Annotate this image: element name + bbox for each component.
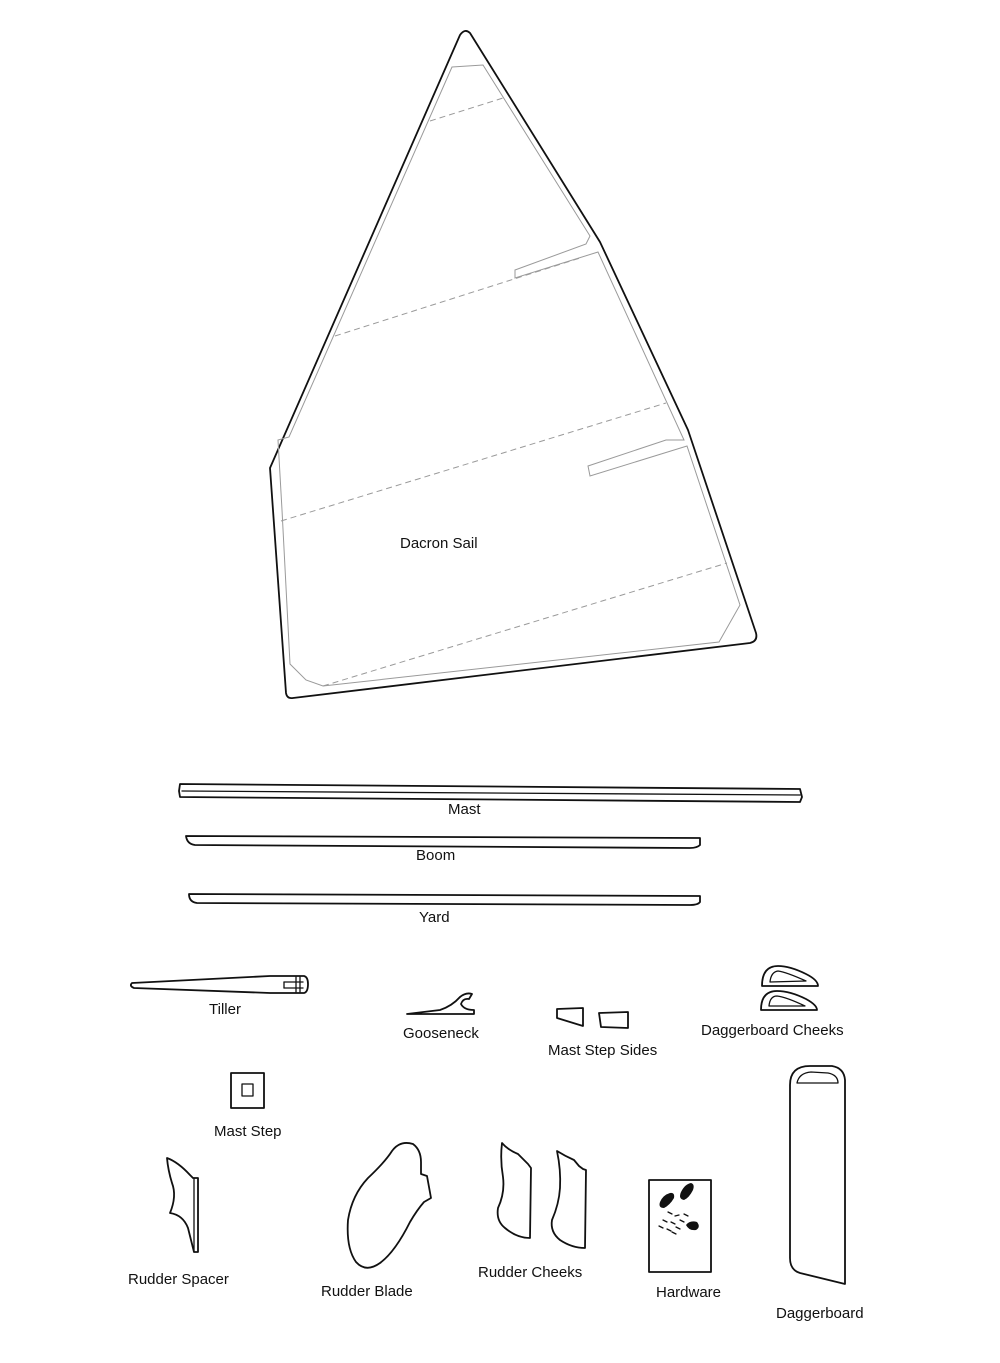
mast-step-sides-label: Mast Step Sides xyxy=(548,1042,658,1059)
rudder-cheeks xyxy=(478,1143,586,1281)
daggerboard-cheek-bottom xyxy=(761,991,817,1010)
daggerboard-cheeks-label: Daggerboard Cheeks xyxy=(701,1022,844,1039)
hardware-label: Hardware xyxy=(656,1284,722,1301)
daggerboard-handle-slot xyxy=(797,1072,838,1083)
sail-seam-3 xyxy=(281,403,666,521)
boom xyxy=(186,836,700,864)
mast-step-hole xyxy=(242,1084,253,1096)
mast-step-side-right xyxy=(599,1012,628,1028)
sail-seam-2 xyxy=(335,258,580,336)
hardware-bag xyxy=(649,1180,711,1272)
mast-step-outer xyxy=(231,1073,264,1108)
sail-label: Dacron Sail xyxy=(400,535,478,552)
sail-outline xyxy=(270,31,756,698)
tiller xyxy=(131,976,308,1018)
sail-seam-4 xyxy=(323,563,727,686)
hardware-cleat-3 xyxy=(686,1221,699,1230)
daggerboard-cheek-top-slot xyxy=(770,971,806,982)
yard xyxy=(189,894,700,926)
daggerboard-shape xyxy=(790,1066,845,1284)
daggerboard-label: Daggerboard xyxy=(776,1305,864,1322)
daggerboard-cheeks xyxy=(701,966,844,1039)
sail-seam-1 xyxy=(430,98,503,121)
rudder-cheek-right xyxy=(552,1151,586,1248)
tiller-label: Tiller xyxy=(209,1001,241,1018)
rudder-cheeks-label: Rudder Cheeks xyxy=(478,1264,583,1281)
sail-inner-edge xyxy=(278,65,740,686)
mast-step-label: Mast Step xyxy=(214,1123,282,1140)
gooseneck-shape xyxy=(407,993,474,1014)
rudder-blade-shape xyxy=(348,1143,431,1268)
hardware xyxy=(649,1180,721,1301)
yard-label: Yard xyxy=(419,909,450,926)
tiller-shape xyxy=(131,976,308,993)
daggerboard-cheek-bottom-slot xyxy=(769,996,805,1006)
rudder-spacer-label: Rudder Spacer xyxy=(128,1271,229,1288)
mast-step xyxy=(214,1073,282,1140)
gooseneck-label: Gooseneck xyxy=(403,1025,479,1042)
rudder-spacer xyxy=(128,1158,229,1288)
hardware-screws xyxy=(659,1212,688,1234)
yard-shape xyxy=(189,894,700,905)
mast-step-sides xyxy=(548,1008,657,1059)
rudder-blade xyxy=(321,1143,431,1300)
dacron-sail xyxy=(270,31,756,698)
mast xyxy=(179,784,802,818)
hardware-cleat-1 xyxy=(660,1193,675,1208)
mast-label: Mast xyxy=(448,801,481,818)
rudder-blade-label: Rudder Blade xyxy=(321,1283,413,1300)
boom-label: Boom xyxy=(416,847,456,864)
mast-step-side-left xyxy=(557,1008,583,1026)
daggerboard xyxy=(776,1066,864,1322)
daggerboard-cheek-top xyxy=(762,966,818,986)
gooseneck xyxy=(403,993,479,1042)
hardware-cleat-2 xyxy=(680,1183,694,1200)
rudder-cheek-left xyxy=(498,1143,531,1238)
mast-line xyxy=(182,791,800,795)
